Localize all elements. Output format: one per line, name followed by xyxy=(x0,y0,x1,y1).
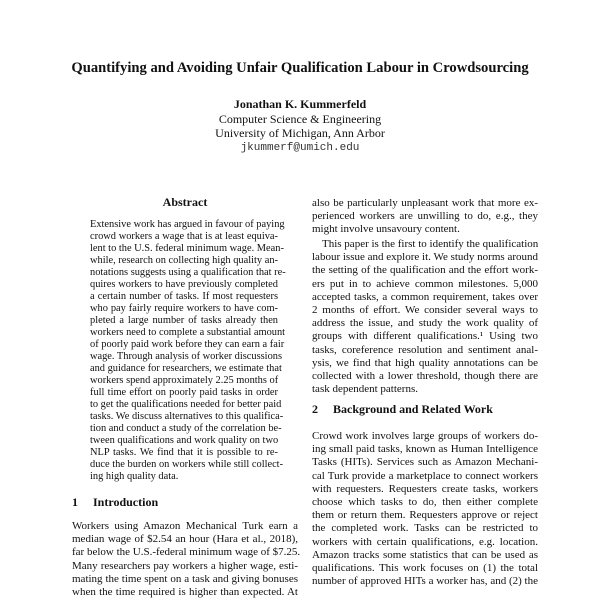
text-line: while, research on collecting high quality an- xyxy=(90,255,278,266)
section-heading-background xyxy=(312,402,493,417)
introduction-body xyxy=(72,520,301,599)
text-line: choose which tasks to do, then either complete xyxy=(312,495,538,508)
text-line: the completed work. Tasks can be restricted to xyxy=(312,522,538,535)
text-line: perienced workers are unwilling to do, e.g., they xyxy=(312,210,538,223)
text-line: duce the burden on workers while still collect- xyxy=(90,459,284,470)
text-line: and guidance for researchers, we estimate that xyxy=(90,363,282,374)
text-line: workers spend approximately 2.25 months of xyxy=(90,375,279,386)
author-name: Jonathan K. Kummerfeld xyxy=(233,97,367,111)
background-body xyxy=(312,430,538,588)
text-line: a certain number of tasks. If most requesters xyxy=(90,291,278,302)
text-line: address the issue, and study the work quality of xyxy=(312,317,538,330)
text-line: when the time required is higher than expected. At xyxy=(72,585,298,598)
text-line: quires workers to have previously completed xyxy=(90,279,278,290)
text-line: This paper is the first to identify the qualification xyxy=(322,238,539,250)
text-line: ing high quality data. xyxy=(90,471,179,482)
text-line: ysis, we find that high quality annotations can be xyxy=(312,356,538,369)
text-line: far below the U.S.-federal minimum wage of $7.25. xyxy=(72,546,301,559)
text-line: pleted a large number of tasks already then xyxy=(90,315,278,326)
text-line: also be particularly unpleasant work that more ex- xyxy=(312,197,538,209)
text-line: cal Turk provide a marketplace to connect workers xyxy=(312,469,538,482)
text-line: number of approved HITs a worker has, and (2) the xyxy=(312,575,538,588)
section-title: Background and Related Work xyxy=(333,402,493,416)
text-line: who pay fairly require workers to have com- xyxy=(90,303,278,314)
text-line: full time effort on poorly paid tasks in order xyxy=(90,387,278,398)
abstract-heading: Abstract xyxy=(162,195,208,209)
text-line: workers with certain qualifications, e.g. location. xyxy=(312,535,538,548)
right-column-paragraph-1 xyxy=(312,197,538,237)
text-line: Tasks (HITs). Services such as Amazon Mechani- xyxy=(312,456,538,469)
text-line: tion and conduct a study of the correlation be- xyxy=(90,423,282,434)
text-line: with requesters. Requesters create tasks, workers xyxy=(312,482,538,495)
section-number: 2 xyxy=(312,402,318,416)
text-line: qualifications. This work focuses on (1) the total xyxy=(312,561,538,574)
text-line: tasks, coreference resolution and sentiment anal- xyxy=(312,343,538,356)
text-line: 2 months of effort. We consider several ways to xyxy=(312,303,538,316)
text-line: lent to the U.S. federal minimum wage. Mean- xyxy=(90,243,284,254)
text-line: task dependent patterns. xyxy=(312,383,418,396)
text-line: accepted tasks, a common requirement, takes over xyxy=(312,290,538,303)
author-block xyxy=(0,97,600,155)
text-line: of poorly paid work before they can earn a fair xyxy=(90,339,285,350)
text-line: workers need to complete a substantial amount xyxy=(90,327,286,338)
text-line: mating the time spent on a task and giving bonuses xyxy=(72,572,298,585)
text-line: ers put in to achieve common milestones. 5,000 xyxy=(312,277,538,290)
author-email: jkummerf@umich.edu xyxy=(240,141,360,154)
text-line: Many researchers pay workers a higher wage, esti- xyxy=(72,559,298,572)
text-line: median wage of $2.54 an hour (Hara et al., 2018), xyxy=(72,533,298,546)
text-line: Crowd work involves large groups of workers do- xyxy=(312,430,538,442)
author-department: Computer Science & Engineering xyxy=(218,111,382,126)
text-line: NLP tasks. We find that it is possible to re- xyxy=(90,447,278,458)
author-institution: University of Michigan, Ann Arbor xyxy=(215,126,385,141)
text-line: tasks. We discuss alternatives to this qualifica- xyxy=(90,411,284,422)
abstract-body xyxy=(90,219,286,483)
section-title: Introduction xyxy=(93,495,159,509)
text-line: labour issue and explore it. We study norms around xyxy=(312,251,538,264)
text-line: groups with different qualifications.¹ Using two xyxy=(312,330,538,343)
text-line: collected with a lower threshold, though there are xyxy=(312,369,538,382)
text-line: Extensive work has argued in favour of paying xyxy=(90,219,285,230)
section-heading-introduction xyxy=(72,495,158,510)
text-line: tween qualifications and work quality on two xyxy=(90,435,279,446)
text-line: ing small paid tasks, known as Human Intelligence xyxy=(312,443,538,456)
right-column-paragraph-2 xyxy=(312,238,538,396)
text-line: the setting of the qualification and the effort work- xyxy=(312,264,538,277)
text-line: might involve unsavoury content. xyxy=(312,223,460,236)
text-line: notations suggests using a qualification that re- xyxy=(90,267,286,278)
text-line: crowd workers a wage that is at least equiva- xyxy=(90,231,278,242)
text-line: Workers using Amazon Mechanical Turk earn a xyxy=(72,520,298,532)
text-line: Amazon tracks some statistics that can be used as xyxy=(312,548,538,561)
section-number: 1 xyxy=(72,495,78,509)
text-line: them or return them. Requesters approve or reject xyxy=(312,509,538,522)
text-line: wage. Through analysis of worker discussions xyxy=(90,351,283,362)
text-line: to get the qualifications needed for better paid xyxy=(90,399,282,410)
paper-title: Quantifying and Avoiding Unfair Qualification Labour in Crowdsourcing xyxy=(71,60,529,76)
